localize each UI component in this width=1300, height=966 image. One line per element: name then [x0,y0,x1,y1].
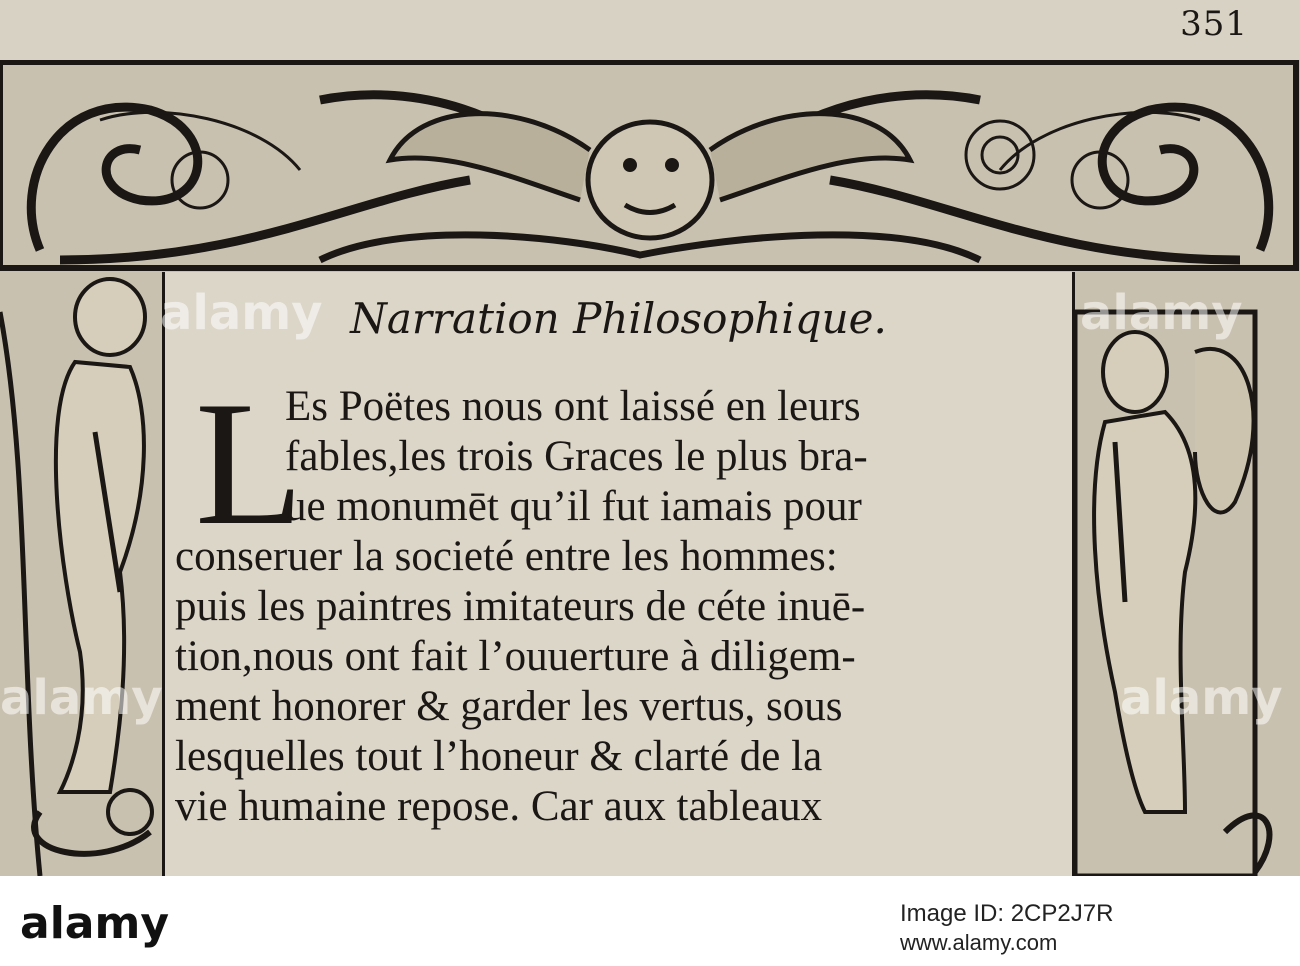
text-line: lesquelles tout l’honeur & clarté de la [175,733,823,780]
text-line: fables,les trois Graces le plus bra- [285,433,868,480]
text-line: vie humaine repose. Car aux tableaux [175,783,823,830]
text-line: ue monumēt qu’il fut iamais pour [285,483,862,530]
page-number: 351 [1180,4,1248,44]
ghost-watermark: alamy [160,285,323,341]
ghost-watermark: alamy [0,670,163,726]
image-id: Image ID: 2CP2J7R [900,900,1114,927]
site-url: www.alamy.com [900,930,1058,955]
text-line: tion,nous ont fait l’ouuerture à diligem- [175,633,856,680]
ghost-watermark: alamy [1080,285,1243,341]
text-panel [162,272,1075,876]
stock-watermark-bar [0,876,1300,966]
section-heading: Narration Philosophique. [350,294,887,343]
text-line: puis les paintres imitateurs de céte inuē- [175,583,866,630]
text-line: Es Poëtes nous ont laissé en leurs [285,383,861,430]
right-figure-border [1075,272,1300,876]
left-figure-border [0,272,162,876]
ghost-watermark: alamy [1120,670,1283,726]
alamy-logo: alamy [20,898,169,949]
text-line: conseruer la societé entre les hommes: [175,533,838,580]
ornamental-top-border [0,60,1300,272]
text-line: ment honorer & garder les vertus, sous [175,683,843,730]
drop-cap: L [195,364,304,562]
